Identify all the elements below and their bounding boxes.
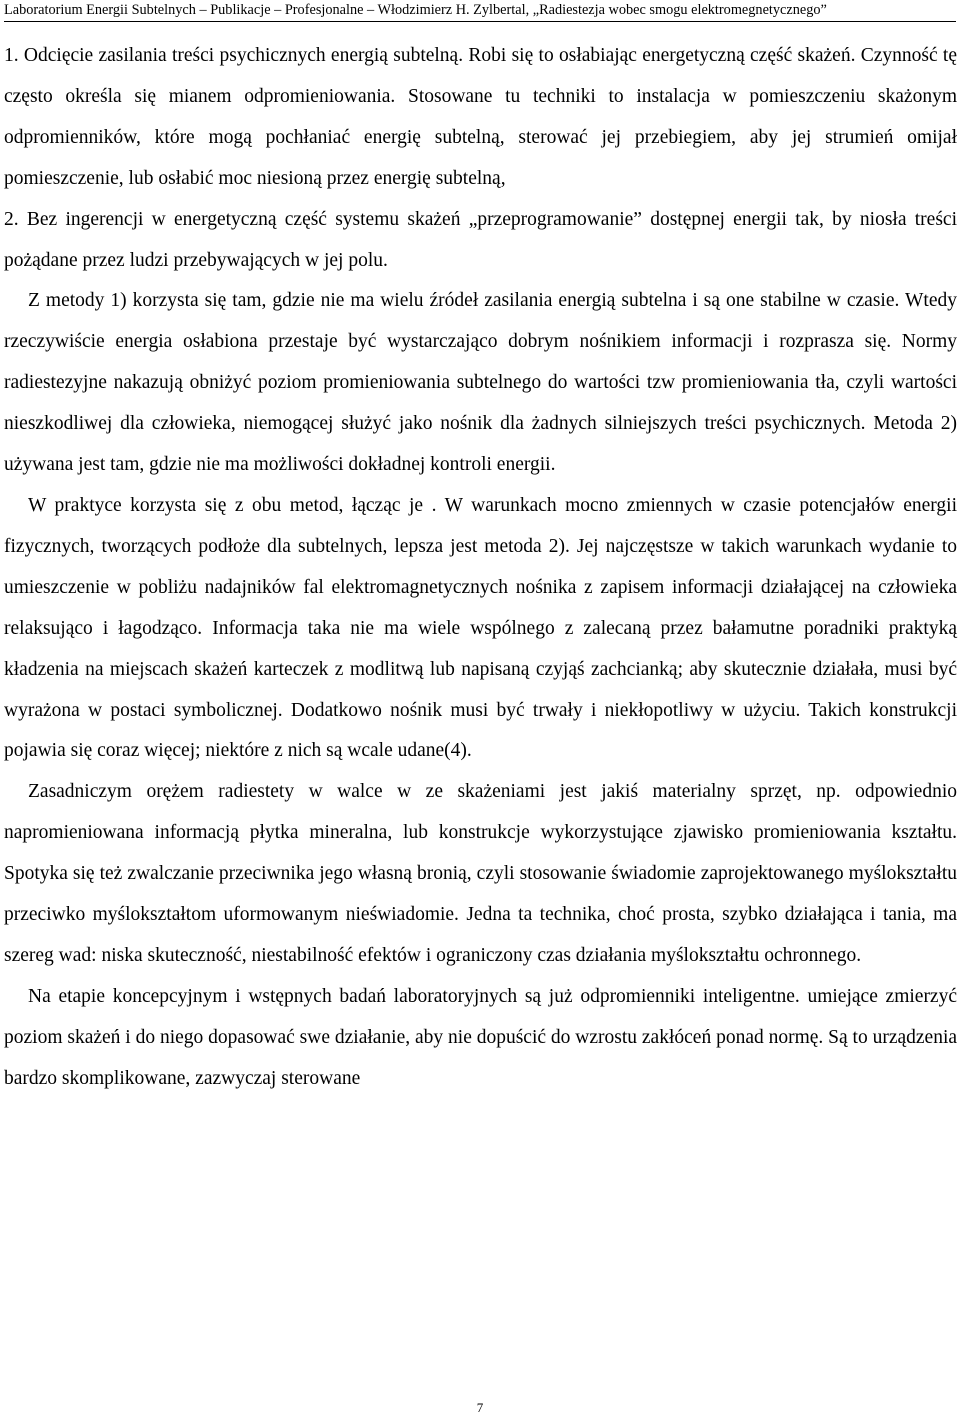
document-body	[4, 36, 957, 1100]
running-header	[4, 0, 956, 22]
paragraph-method-usage: Z metody 1) korzysta się tam, gdzie nie ma wielu źródeł zasilania energią subtelna i są one stabilne w czasie. Wtedy rzeczywiście energia osłabiona przestaje być wystarczająco dobrym nośnikiem informacji i rozprasza się. Normy radiestezyjne nakazują obniżyć poziom promieniowania subtelnego do wartości tzw promieniowania tła, czyli wartości nieszkodliwej dla człowieka, niemogącej służyć jako nośnik dla żadnych silniejszych treści psychicznych. Metoda 2) używana jest tam, gdzie nie ma możliwości dokładnej kontroli energii.	[4, 290, 957, 476]
page-number: 7	[476, 1400, 484, 1415]
paragraph-method-1: 1. Odcięcie zasilania treści psychicznych energią subtelną. Robi się to osłabiając energetyczną część skażeń. Czynność tę często określa się mianem odpromieniowania. Stosowane tu techniki to instalacja w pomieszczeniu skażonym odpromienników, które mogą pochłaniać energię subtelną, sterować jej przebiegiem, aby jej strumień omijał pomieszczenie, lub osłabić moc niesioną przez energię subtelną,	[4, 45, 957, 189]
paragraph-radiesthesia-tools: Zasadniczym orężem radiestety w walce w ze skażeniami jest jakiś materialny sprzęt, np. odpowiednio napromieniowana informacją płytka mineralna, lub konstrukcje wykorzystujące zjawisko promieniowania kształtu. Spotyka się też zwalczanie przeciwnika jego własną bronią, czyli stosowanie świadomie zaprojektowanego myślokształtu przeciwko myślokształtom uformowanym nieświadomie. Jedna ta technika, choć prosta, szybko działająca i tania, ma szereg wad: niska skuteczność, niestabilność efektów i ograniczony czas działania myślokształtu ochronnego.	[4, 781, 957, 966]
running-header-title: Laboratorium Energii Subtelnych – Publikacje – Profesjonalne – Włodzimierz H. Zylbertal, „Radiestezja wobec smogu elektromegnetycznego”	[4, 2, 827, 18]
paragraph-method-2: 2. Bez ingerencji w energetyczną część systemu skażeń „przeprogramowanie” dostępnej energii tak, by niosła treści pożądane przez ludzi przebywających w jej polu.	[4, 208, 957, 271]
paragraph-intelligent-devices: Na etapie koncepcyjnym i wstępnych badań laboratoryjnych są już odpromienniki inteligentne. umiejące zmierzyć poziom skażeń i do niego dopasować swe działanie, aby nie dopuścić do wzrostu zakłóceń ponad normę. Są to urządzenia bardzo skomplikowane, zazwyczaj sterowane	[4, 985, 958, 1089]
paragraph-practice: W praktyce korzysta się z obu metod, łącząc je . W warunkach mocno zmiennych w czasie potencjałów energii fizycznych, tworzących podłoże dla subtelnych, lepsza jest metoda 2). Jej najczęstsze w takich warunkach wydanie to umieszczenie w pobliżu nadajników fal elektromagnetycznych nośnika z zapisem informacji działającej na człowieka relaksująco i łagodząco. Informacja taka nie ma wiele wspólnego z zalecaną przez bałamutne poradniki praktyką kładzenia na miejscach skażeń karteczek z modlitwą lub napisaną czyjąś zachcianką; aby skutecznie działała, musi być wyrażona w postaci symbolicznej. Dodatkowo nośnik musi być trwały i niekłopotliwy w użyciu. Takich konstrukcji pojawia się coraz więcej; niektóre z nich są wcale udane(4).	[4, 494, 957, 762]
